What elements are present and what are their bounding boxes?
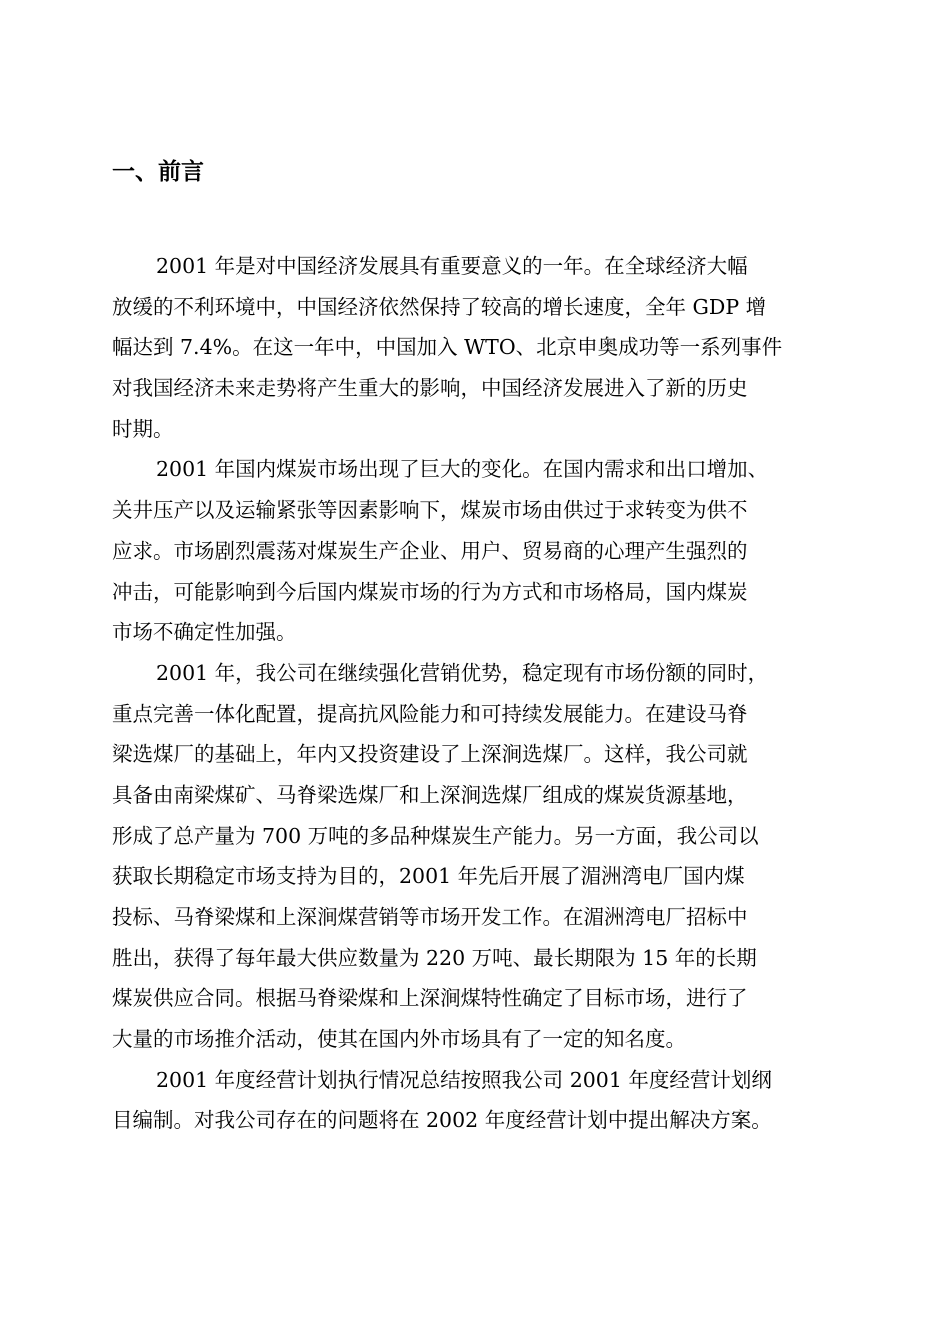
section-heading: 一、前言 — [112, 159, 204, 185]
text-line: 形成了总产量为 700 万吨的多品种煤炭生产能力。另一方面，我公司以 — [112, 823, 759, 848]
text-line: 梁选煤厂的基础上，年内又投资建设了上深涧选煤厂。这样，我公司就 — [112, 742, 748, 767]
text-line: 获取长期稳定市场支持为目的，2001 年先后开展了湄洲湾电厂国内煤 — [112, 864, 745, 889]
text-line: 市场不确定性加强。 — [112, 620, 297, 645]
text-line: 重点完善一体化配置，提高抗风险能力和可持续发展能力。在建设马脊 — [112, 701, 748, 726]
text-line: 投标、马脊梁煤和上深涧煤营销等市场开发工作。在湄洲湾电厂招标中 — [112, 905, 748, 929]
text-line: 2001 年国内煤炭市场出现了巨大的变化。在国内需求和出口增加、 — [156, 457, 769, 482]
text-line: 2001 年是对中国经济发展具有重要意义的一年。在全球经济大幅 — [156, 254, 748, 278]
text-line: 大量的市场推介活动，使其在国内外市场具有了一定的知名度。 — [112, 1027, 686, 1052]
text-line: 2001 年，我公司在继续强化营销优势，稳定现有市场份额的同时， — [156, 660, 769, 685]
text-line: 应求。市场剧烈震荡对煤炭生产企业、用户、贸易商的心理产生强烈的 — [112, 538, 748, 563]
text-line: 2001 年度经营计划执行情况总结按照我公司 2001 年度经营计划纲 — [156, 1067, 772, 1092]
text-line: 放缓的不利环境中，中国经济依然保持了较高的增长速度，全年 GDP 增 — [112, 294, 767, 319]
text-line: 胜出，获得了每年最大供应数量为 220 万吨、最长期限为 15 年的长期 — [112, 945, 757, 970]
text-line: 具备由南梁煤矿、马脊梁选煤厂和上深涧选煤厂组成的煤炭货源基地， — [112, 782, 748, 807]
text-line: 时期。 — [112, 416, 174, 441]
text-line: 冲击，可能影响到今后国内煤炭市场的行为方式和市场格局，国内煤炭 — [112, 579, 748, 604]
text-line: 关井压产以及运输紧张等因素影响下，煤炭市场由供过于求转变为供不 — [112, 498, 748, 523]
text-line: 目编制。对我公司存在的问题将在 2002 年度经营计划中提出解决方案。 — [112, 1108, 772, 1133]
text-line: 对我国经济未来走势将产生重大的影响，中国经济发展进入了新的历史 — [112, 376, 748, 401]
text-line: 幅达到 7.4%。在这一年中，中国加入 WTO、北京申奥成功等一系列事件 — [112, 335, 783, 360]
body-text — [112, 246, 828, 1141]
text-line: 煤炭供应合同。根据马脊梁煤和上深涧煤特性确定了目标市场，进行了 — [112, 986, 748, 1011]
